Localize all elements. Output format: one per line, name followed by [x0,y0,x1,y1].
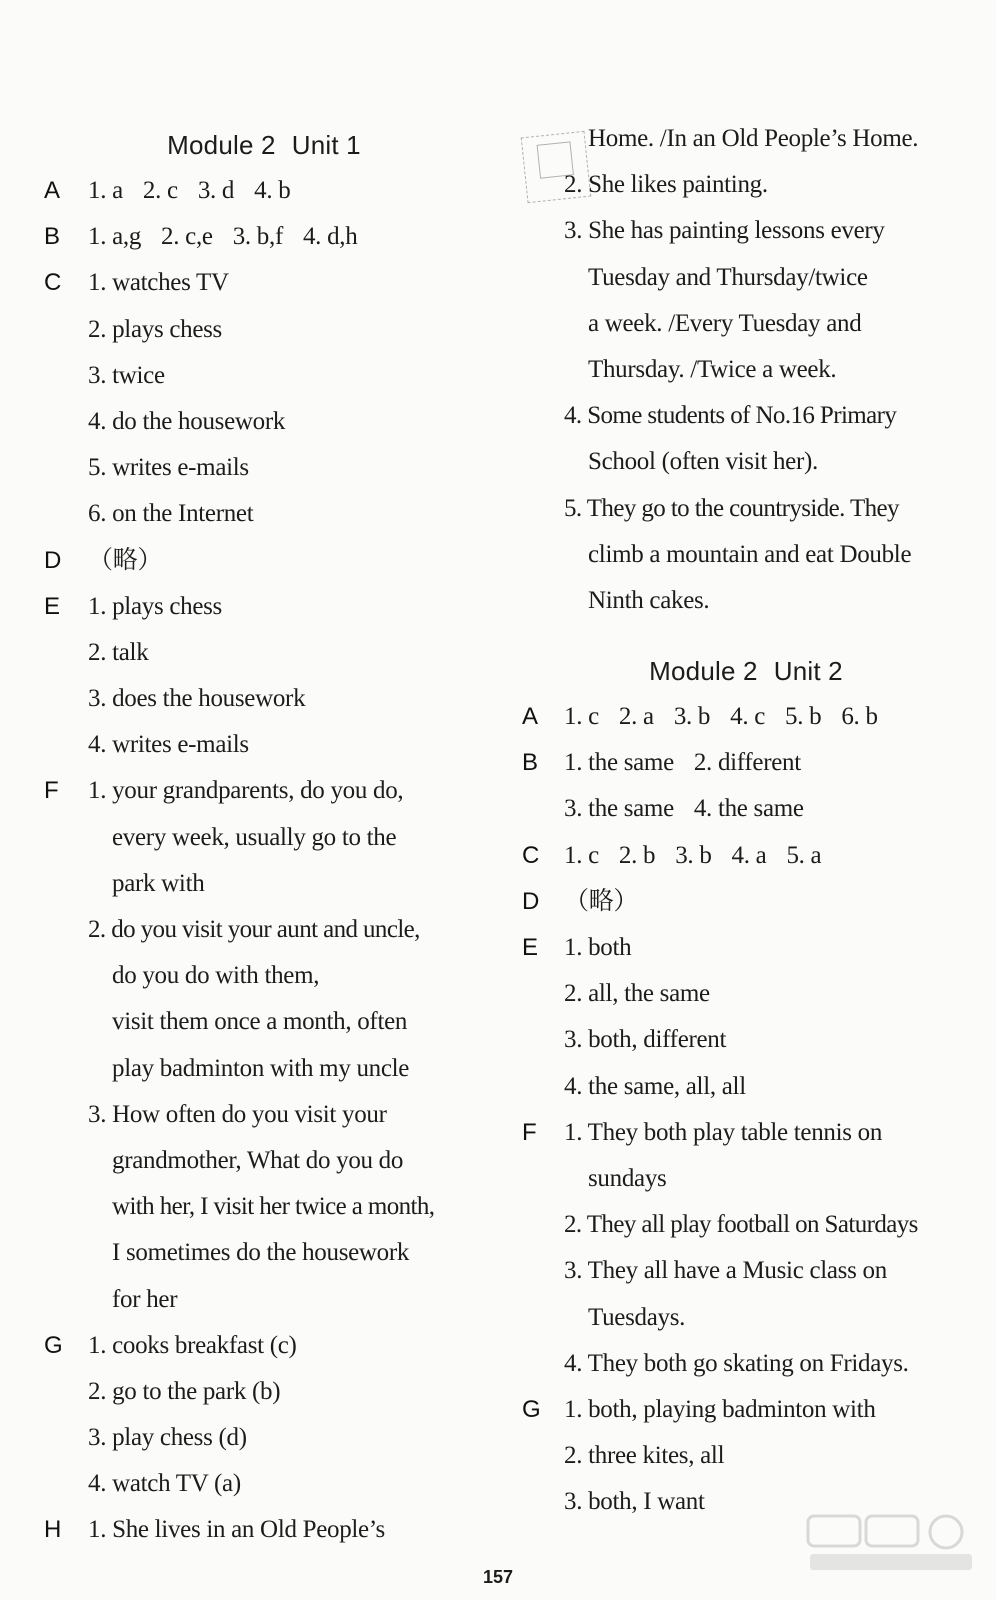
section-b [44,214,484,260]
answer-line: for her [112,1285,178,1313]
section-b [520,740,972,832]
section-c [520,833,972,879]
answer-line: （略） [88,546,163,574]
answer-line: Tuesday and Thursday/twice [588,263,868,291]
answer-line: 5. writes e-mails [88,454,249,482]
section-c [44,260,484,537]
section-letter: G [44,1331,63,1359]
answer-line: 1. a 2. c 3. d 4. b [88,177,291,204]
section-letter: H [44,1516,62,1544]
answer-line: 3. the same 4. the same [564,795,804,823]
section-h [44,1507,484,1553]
answer-line: 2. They all play football on Saturdays [564,1211,918,1239]
answer-line: park with [112,869,205,897]
answer-line: 1. She lives in an Old People’s [88,1516,385,1544]
answer-line: with her, I visit her twice a month, [112,1193,435,1221]
answer-line: 1. They both play table tennis on [564,1118,883,1146]
answer-line: Tuesdays. [588,1303,686,1331]
section-letter: D [522,887,540,915]
answer-line: 2. do you visit your aunt and uncle, [88,916,420,943]
answer-line: 2. all, the same [564,980,710,1008]
section-letter: B [44,223,61,251]
answer-line: 4. do the housework [88,407,286,435]
section-d [44,538,484,584]
answer-line: play badminton with my uncle [112,1054,410,1082]
answer-line: a week. /Every Tuesday and [588,309,862,337]
answer-line: grandmother, What do you do [112,1146,404,1174]
section-letter: G [522,1395,541,1423]
section-letter: F [522,1118,537,1146]
section-g [520,1387,972,1526]
section-d [520,879,972,925]
section-e [520,925,972,1110]
watermark-logo [806,1514,976,1574]
answer-line: 1. your grandparents, do you do, [88,777,404,805]
section-letter: B [522,749,539,777]
section-a [44,168,484,214]
section-f [520,1110,972,1387]
answer-line: 4. watch TV (a) [88,1470,241,1498]
section-letter: A [44,177,61,204]
section-letter: A [522,703,539,731]
answer-line: 3. How often do you visit your [88,1100,387,1128]
answer-line: 3. both, I want [564,1488,705,1516]
module-title-unit2: Module 2 Unit 2 [649,656,843,687]
answer-line: 1. cooks breakfast (c) [88,1331,297,1359]
section-g [44,1323,484,1508]
section-h-continued [520,116,972,624]
answer-line: 2. talk [88,638,149,666]
answer-line: sundays [588,1164,667,1192]
answer-line: climb a mountain and eat Double [588,540,912,568]
answer-line: 1. c 2. b 3. b 4. a 5. a [564,841,822,869]
module-title-unit1: Module 2 Unit 1 [167,130,361,160]
answer-line: 1. plays chess [88,592,222,620]
answer-line: （略） [564,887,639,915]
answer-line: do you do with them, [112,962,320,990]
answer-line: 2. go to the park (b) [88,1377,281,1405]
section-a [520,694,972,740]
answer-line: 5. They go to the countryside. They [564,494,899,522]
answer-line: 3. She has painting lessons every [564,217,885,245]
answer-line: 2. She likes painting. [564,171,768,199]
answer-line: I sometimes do the housework [112,1239,410,1267]
section-letter: F [44,777,59,805]
answer-line: 2. three kites, all [564,1442,725,1470]
answer-line: 4. Some students of No.16 Primary [564,402,897,430]
answer-line: 3. They all have a Music class on [564,1257,887,1285]
answer-line: every week, usually go to the [112,823,397,851]
answer-line: 3. twice [88,361,165,389]
section-letter: E [522,934,539,961]
answer-line: 3. does the housework [88,685,306,713]
answer-line: 1. both [564,934,632,961]
answer-line: Thursday. /Twice a week. [588,355,837,383]
answer-line: visit them once a month, often [112,1008,408,1036]
section-letter: C [44,269,62,297]
left-column [44,122,484,1554]
section-letter: D [44,546,62,574]
answer-line: 3. both, different [564,1026,727,1054]
right-column [520,122,972,1525]
section-letter: E [44,592,61,620]
answer-line: 1. c 2. a 3. b 4. c 5. b 6. b [564,703,878,731]
answer-line: 4. writes e-mails [88,731,249,759]
section-letter: C [522,841,540,869]
answer-line: 1. both, playing badminton with [564,1395,876,1423]
answer-line: 1. watches TV [88,269,229,297]
answer-line: School (often visit her). [588,448,818,476]
answer-line: 6. on the Internet [88,500,254,528]
answer-line: 3. play chess (d) [88,1424,247,1452]
answer-line: Ninth cakes. [588,586,710,614]
answer-line: 1. the same 2. different [564,749,801,777]
section-f [44,768,484,1322]
answer-line: 2. plays chess [88,315,222,343]
answer-line: Home. /In an Old People’s Home. [588,125,919,152]
page-number: 157 [482,1567,514,1587]
answer-line: 4. They both go skating on Fridays. [564,1349,909,1377]
answer-line: 4. the same, all, all [564,1072,746,1100]
answer-line: 1. a,g 2. c,e 3. b,f 4. d,h [88,223,358,251]
section-e [44,584,484,769]
